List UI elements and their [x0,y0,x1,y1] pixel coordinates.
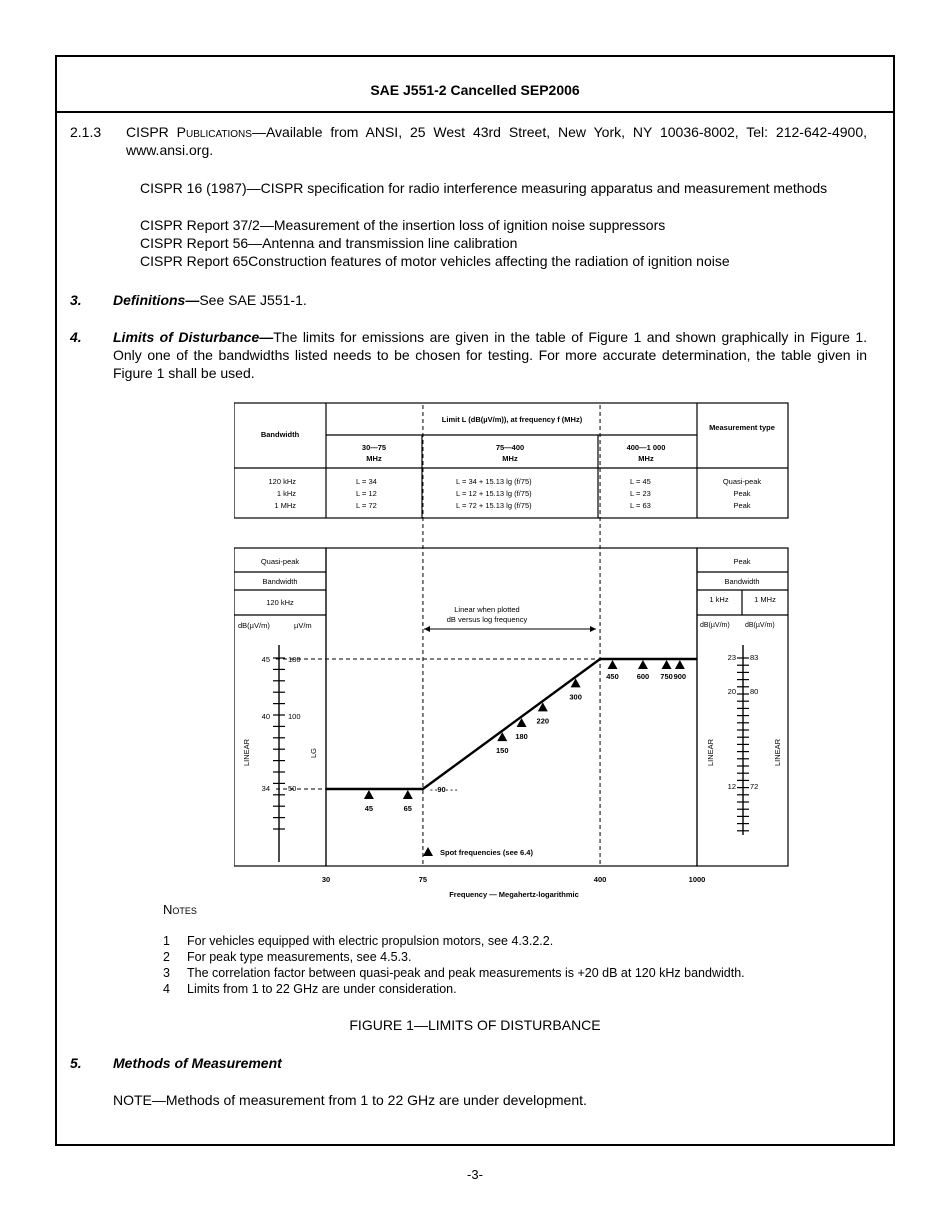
section-4-heading: Limits of Disturbance— [113,329,274,345]
table-row-1 [268,477,761,486]
row-1-bandwidth: 120 kHz [268,477,296,486]
row-3-range-1: L = 72 [356,501,377,510]
left-panel-title: Quasi-peak [260,557,300,566]
row-3-type: Peak [733,501,751,510]
range-3: 400—1 000 [626,443,666,452]
left-tick-uv-100: 100 [288,712,301,721]
spot-label-300: 300 [569,692,582,702]
spot-label-600: 600 [636,672,650,681]
x-axis-label: Frequency — Megahertz-logarithmic [449,890,579,899]
spot-label-180: 180 [515,732,528,742]
left-scale-panel [234,548,326,866]
section-4-number: 4. [70,329,82,345]
note-2-text: For peak type measurements, see 4.5.3. [187,950,412,964]
left-tick-uv-180: 180 [288,655,301,664]
section-2-1-3-heading: CISPR Publications [126,124,252,140]
row-1-type: Quasi-peak [722,477,762,486]
figure-1 [234,400,790,900]
left-panel-col1: dB(µV/m) [238,621,270,630]
spot-marker-65 [403,790,413,799]
range-2: 75—400 [495,443,525,452]
section-4-text [113,328,867,382]
spot-label-45: 45 [364,804,374,813]
left-tick-db-34: 34 [261,784,270,793]
left-panel-col2: µV/m [294,621,312,630]
ref-cispr-37: CISPR Report 37/2—Measurement of the insertion loss of ignition noise suppressors [140,217,666,233]
annotation-spot: Spot frequencies (see 6.4) [440,848,533,857]
left-tick-db-40: 40 [261,712,270,721]
section-5-note: NOTE—Methods of measurement from 1 to 22 GHz are under development. [113,1092,587,1108]
spot-label-150: 150 [496,746,509,756]
note-3-text: The correlation factor between quasi-peak and peak measurements is +20 dB at 120 kHz bandwidth. [187,966,745,980]
section-3-body: See SAE J551-1. [199,292,307,308]
right-tick-23: 23 [727,653,736,662]
note-4-text: Limits from 1 to 22 GHz are under consideration. [187,982,457,996]
annotation-linear: Linear when plotted dB versus log frequency [446,605,528,624]
right-tick-72: 72 [750,782,759,791]
section-4-body: The limits for emissions are given in the table of Figure 1 and shown graphically in Figure 1. Only one of the bandwidths listed needs to be chosen for testing. For more accurate determination, the table given in Figure 1 shall be used. [113,329,867,381]
right-tick-12: 12 [727,782,736,791]
ref-cispr-16: CISPR 16 (1987)—CISPR specification for radio interference measuring apparatus and measurement methods [140,180,828,196]
left-tick-db-45: 45 [261,655,270,664]
row-3-range-2: L = 72 + 15.13 lg (f/75) [456,501,532,510]
section-3-heading: Definitions— [113,292,200,308]
note-1-text: For vehicles equipped with electric propulsion motors, see 4.3.2.2. [187,934,554,948]
right-panel-col1: dB(µV/m) [700,622,730,629]
right-panel-bw-label: Bandwidth [724,577,760,586]
note-1 [163,934,553,948]
row-1-range-3: L = 45 [630,477,651,486]
right-panel-col2: dB(µV/m) [745,622,775,629]
row-2-type: Peak [733,489,751,498]
spot-label-900: 900 [673,672,687,681]
table-row-3 [274,501,750,510]
x-tick-1000: 1000 [688,875,706,884]
right-tick-20: 20 [727,687,736,696]
spot-label-750: 750 [660,672,673,681]
spot-label-65: 65 [403,804,412,813]
section-5-heading: Methods of Measurement [113,1055,282,1071]
range-unit-1: MHz [366,454,382,463]
notes-title: Notes [163,902,197,917]
x-tick-400: 400 [593,875,607,884]
spot-marker-900 [675,660,685,669]
right-tick-80: 80 [750,687,759,696]
spot-marker-450 [608,660,618,669]
left-panel-bw: 120 kHz [266,598,294,607]
ref-cispr-56: CISPR Report 56—Antenna and transmission line calibration [140,235,518,251]
ref-cispr-65: CISPR Report 65Construction features of motor vehicles affecting the radiation of ignition noise [140,253,730,269]
note-4-number: 4 [163,982,170,996]
right-panel-bw1: 1 kHz [709,595,729,604]
left-linear-label: LINEAR [242,738,251,766]
right-tick-83: 83 [750,653,759,662]
plot-area [326,548,697,866]
section-3-number: 3. [70,292,82,308]
right-panel-bw2: 1 MHz [754,595,776,604]
spot-marker-750 [662,660,672,669]
note-1-number: 1 [163,934,170,948]
range-unit-2: MHz [502,454,518,463]
table-type-header: Measurement type [709,423,775,432]
section-2-1-3-number: 2.1.3 [70,124,102,140]
row-1-range-1: L = 34 [356,477,377,486]
left-panel-bw-label: Bandwidth [262,577,298,586]
range-unit-3: MHz [638,454,654,463]
note-4 [163,982,457,996]
row-2-range-3: L = 23 [630,489,651,498]
spot-label-450: 450 [606,672,619,681]
row-2-range-2: L = 12 + 15.13 lg (f/75) [456,489,532,498]
table-limit-header: Limit L (dB(µV/m)), at frequency f (MHz) [441,415,583,424]
section-2-1-3-text [126,123,867,159]
note-2-number: 2 [163,950,170,964]
page-number: -3- [467,1167,483,1182]
spot-marker-600 [638,660,648,669]
right-linear-label-2: LINEAR [773,738,782,766]
row-3-bandwidth: 1 MHz [274,501,296,510]
spot-marker-45 [364,790,374,799]
table-row-2 [277,489,751,498]
left-lg-label: LG [309,747,318,758]
row-2-bandwidth: 1 kHz [276,489,296,498]
row-1-range-2: L = 34 + 15.13 lg (f/75) [456,477,532,486]
x-tick-30: 30 [321,875,331,884]
spot-label-90: - -90- - - [430,785,458,794]
spot-legend-icon [423,847,433,856]
right-linear-label-1: LINEAR [706,738,715,766]
section-2-1-3-body: —Available from ANSI, 25 West 43rd Street, New York, NY 10036-8002, Tel: 212-642-4900, www.ansi.org. [126,124,867,158]
section-3-text [113,291,307,309]
note-3 [163,966,745,980]
right-panel-title: Peak [733,557,751,566]
spot-label-220: 220 [536,716,550,726]
table-bandwidth-header: Bandwidth [260,430,300,439]
row-3-range-3: L = 63 [630,501,651,510]
figure-caption: FIGURE 1—LIMITS OF DISTURBANCE [349,1017,601,1033]
range-1: 30—75 [361,443,387,452]
section-5-number: 5. [70,1055,82,1071]
row-2-range-1: L = 12 [356,489,377,498]
x-tick-75: 75 [418,875,428,884]
left-tick-uv-50: 50 [288,784,297,793]
page-header: SAE J551-2 Cancelled SEP2006 [57,57,893,113]
note-2 [163,950,411,964]
note-3-number: 3 [163,966,170,980]
